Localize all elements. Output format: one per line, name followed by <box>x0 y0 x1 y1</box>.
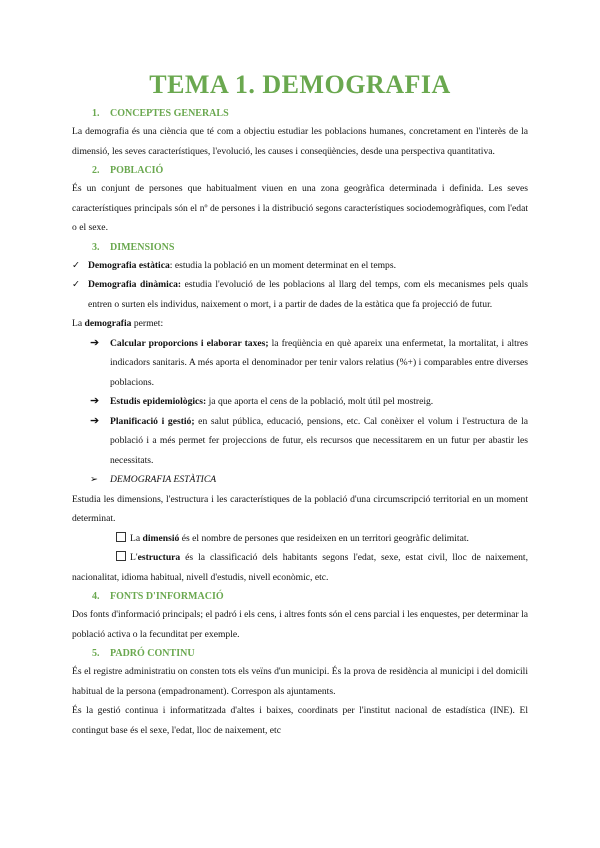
subheading-text: DEMOGRAFIA ESTÀTICA <box>110 474 217 485</box>
checkbox-bullet-icon <box>116 532 126 542</box>
section-number: 1. <box>92 108 100 119</box>
section-title: PADRÓ CONTINU <box>110 648 195 659</box>
term-bold: Demografia estàtica <box>88 259 170 271</box>
term-bold: dimensió <box>142 532 180 544</box>
arrow-item-epidemiologics <box>72 392 528 412</box>
section-heading-dimensions <box>72 242 528 253</box>
term-bold: Calcular proporcions i elaborar taxes; <box>110 337 269 349</box>
section-heading-poblacio <box>72 165 528 176</box>
subheading-demografia-estatica <box>72 470 528 490</box>
checkmark-icon: ✓ <box>72 279 81 290</box>
paragraph-estatica: Estudia les dimensions, l'estructura i les característiques de la població d'una circumscripció territorial en un moment determinat. <box>72 493 528 524</box>
check-item-estatica <box>72 256 528 276</box>
arrowhead-bullet-icon: ➢ <box>90 474 99 485</box>
arrow-right-icon: ➔ <box>90 395 100 407</box>
section-number: 3. <box>92 241 100 253</box>
paragraph-poblacio: És un conjunt de persones que habitualment viuen en una zona geogràfica determinada i definida. Les seves característiques principals són el nº de persones i la distribució segons característiques sociodemogràfiques, com l'edat o el sexe. <box>72 183 528 233</box>
paragraph-padro-1: És el registre administratiu on consten tots els veïns d'un municipi. És la prova de residència al municipi i del domicili habitual de la persona (empadronament). Correspon als ajuntaments. <box>72 666 528 697</box>
term-bold: Estudis epidemiològics: <box>110 396 207 407</box>
arrow-item-proporcions <box>72 334 528 393</box>
term-bold: Planificació i gestió; <box>110 415 195 427</box>
box-item-dimensio <box>72 529 528 549</box>
section-title: FONTS D'INFORMACIÓ <box>110 591 224 602</box>
item-text: : estudia la població en un moment determinat en el temps. <box>169 259 396 271</box>
box-item-estructura <box>72 548 528 587</box>
section-number: 2. <box>92 165 100 176</box>
arrow-item-planificacio <box>72 412 528 471</box>
paragraph-padro-2: És la gestió continua i informatitzada d'altes i baixes, coordinats per l'institut nacional de estadística (INE). El contingut base és el sexe, l'edat, lloc de naixement, etc <box>72 705 528 736</box>
item-text: és la classificació dels habitants segons l'edat, sexe, estat civil, lloc de naixement, nacionalitat, idioma habitual, nivell d'estudis, nivell econòmic, etc. <box>72 552 528 583</box>
checkbox-bullet-icon <box>116 551 126 561</box>
section-number: 5. <box>92 648 100 659</box>
arrow-right-icon: ➔ <box>90 414 100 427</box>
section-title: CONCEPTES GENERALS <box>110 108 229 119</box>
section-heading-conceptes <box>72 108 528 119</box>
paragraph-conceptes: La demografia és una ciència que té com a objectiu estudiar les poblacions humanes, concretament en l'interès de la dimensió, les seves característiques, l'evolució, les causes i conseqüències, desde una perspectiva quantitativa. <box>72 126 528 157</box>
checkmark-icon: ✓ <box>72 259 81 271</box>
term-bold: Demografia dinàmica: <box>88 279 182 290</box>
page-title: TEMA 1. DEMOGRAFIA <box>149 70 451 99</box>
arrow-right-icon: ➔ <box>90 336 100 349</box>
section-title: DIMENSIONS <box>110 241 175 253</box>
section-number: 4. <box>92 591 100 602</box>
text-run: permet: <box>131 318 164 329</box>
section-title: POBLACIÓ <box>110 165 164 176</box>
section-heading-fonts <box>72 591 528 602</box>
paragraph-permet <box>72 314 528 334</box>
text-run: L' <box>130 552 138 563</box>
item-text: en salut pública, educació, pensions, etc. Cal conèixer el volum i l'estructura de la població i a més permet fer projeccions de futur, els recursos que necessitarem en un futur per abastir les necessitats. <box>110 415 528 466</box>
document-page <box>72 70 528 740</box>
text-run: La <box>130 532 143 544</box>
paragraph-fonts: Dos fonts d'informació principals; el padró i els cens, i altres fonts són el cens parcial i les enquestes, per determinar la població activa o la fecunditat per exemple. <box>72 609 528 640</box>
item-text: és el nombre de persones que resideixen en un territori geogràfic delimitat. <box>179 532 469 544</box>
item-text: la freqüència en què apareix una enfermetat, la mortalitat, i altres indicadors sanitaris. A més aporta el denominador per tenir valors relatius (%+) i comparables entre diverses poblacions. <box>110 337 528 388</box>
text-run: La <box>72 318 85 329</box>
item-text: ja que aporta el cens de la població, molt útil pel mostreig. <box>206 396 434 407</box>
item-text: estudia l'evolució de les poblacions al llarg del temps, com els mecanismes pels quals entren o surten els individus, naixement o mort, i a partir de dades de la estàtica que fa projecció de futur. <box>88 279 528 310</box>
term-bold: demografia <box>84 318 132 329</box>
section-heading-padro <box>72 648 528 659</box>
check-item-dinamica <box>72 275 528 314</box>
term-bold: estructura <box>137 552 181 563</box>
